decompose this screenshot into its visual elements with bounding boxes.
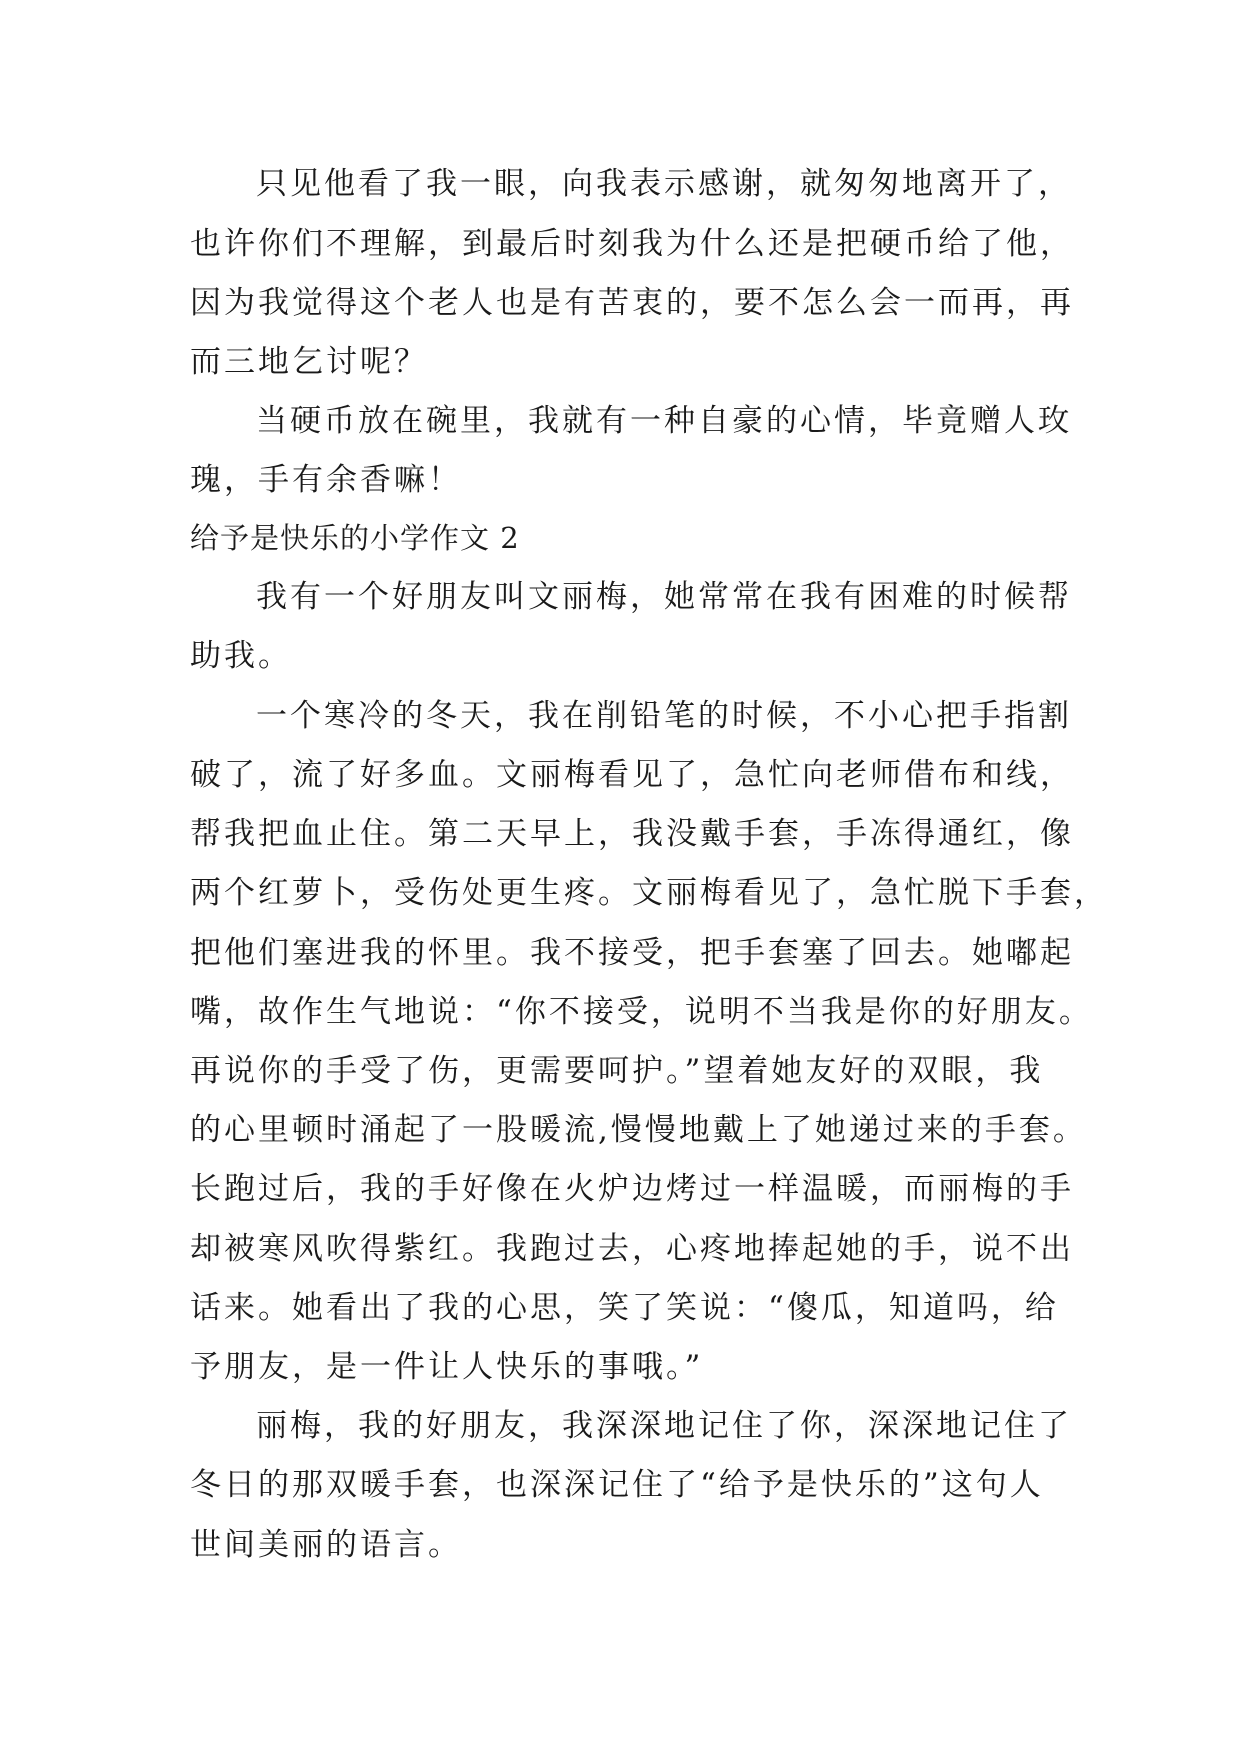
paragraph-line: 予朋友，是一件让人快乐的事哦。” (190, 1349, 704, 1385)
paragraph-line: 长跑过后，我的手好像在火炉边烤过一样温暖，而丽梅的手 (190, 1171, 1074, 1207)
paragraph-line: 一个寒冷的冬天，我在削铅笔的时候，不小心把手指割 (256, 698, 1072, 734)
paragraph-line: 帮我把血止住。第二天早上，我没戴手套，手冻得通红，像 (190, 816, 1074, 852)
paragraph-line: 当硬币放在碗里，我就有一种自豪的心情，毕竟赠人玫 (256, 403, 1072, 439)
paragraph-line: 瑰，手有余香嘛！ (190, 462, 462, 498)
paragraph-line: 再说你的手受了伤，更需要呵护。”望着她友好的双眼，我 (190, 1053, 1044, 1089)
paragraph-line: 冬日的那双暖手套，也深深记住了“给予是快乐的”这句人 (190, 1467, 1044, 1503)
paragraph-line: 却被寒风吹得紫红。我跑过去，心疼地捧起她的手，说不出 (190, 1231, 1074, 1267)
paragraph-line: 丽梅，我的好朋友，我深深地记住了你，深深地记住了 (256, 1408, 1072, 1444)
paragraph-line: 破了，流了好多血。文丽梅看见了，急忙向老师借布和线， (190, 757, 1074, 793)
paragraph-line: 助我。 (190, 638, 292, 674)
paragraph-line: 嘴，故作生气地说：“你不接受，说明不当我是你的好朋友。 (190, 994, 1093, 1030)
paragraph-line: 世间美丽的语言。 (190, 1527, 462, 1563)
paragraph-line: 的心里顿时涌起了一股暖流,慢慢地戴上了她递过来的手套。 (190, 1112, 1087, 1148)
section-heading: 给予是快乐的小学作文 2 (190, 521, 520, 555)
paragraph-line: 而三地乞讨呢？ (190, 344, 428, 380)
paragraph-line: 两个红萝卜，受伤处更生疼。文丽梅看见了，急忙脱下手套， (190, 875, 1108, 911)
paragraph-line: 话来。她看出了我的心思，笑了笑说：“傻瓜，知道吗，给 (190, 1290, 1059, 1326)
paragraph-line: 只见他看了我一眼，向我表示感谢，就匆匆地离开了， (256, 166, 1072, 202)
paragraph-line: 把他们塞进我的怀里。我不接受，把手套塞了回去。她嘟起 (190, 935, 1074, 971)
paragraph-line: 因为我觉得这个老人也是有苦衷的，要不怎么会一而再，再 (190, 285, 1074, 321)
paragraph-line: 也许你们不理解，到最后时刻我为什么还是把硬币给了他， (190, 226, 1074, 262)
paragraph-line: 我有一个好朋友叫文丽梅，她常常在我有困难的时候帮 (256, 579, 1072, 615)
